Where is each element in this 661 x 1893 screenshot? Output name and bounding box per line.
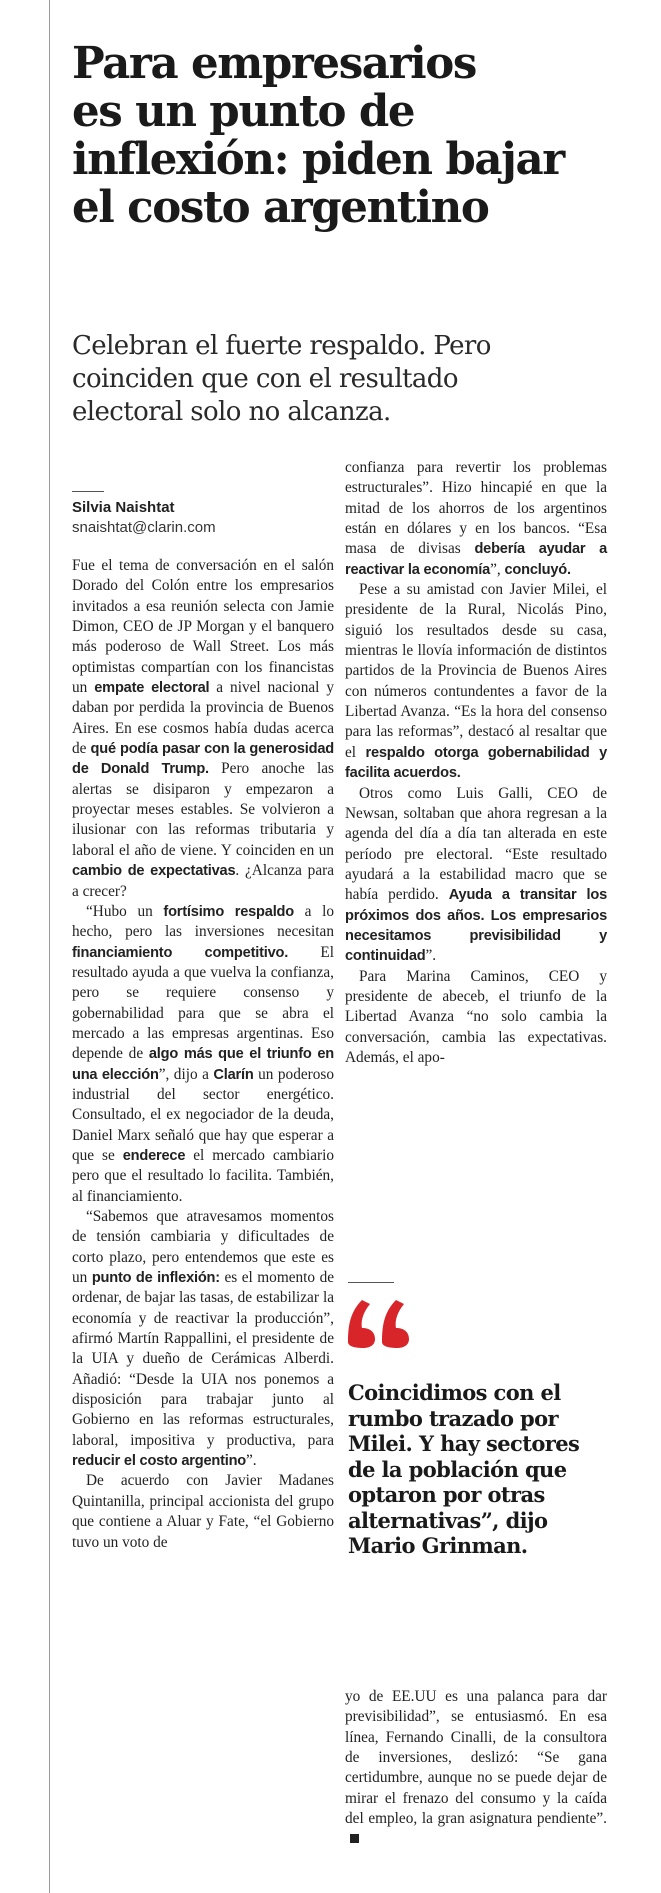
body-text: Pese a su amistad con Javier Milei, el presidente de la Rural, Nicolás Pino, siguió los resultados desde su casa, mientras le llovía información de distintos partidos de la Provincia de Buenos Aires con números contundentes a favor de la Libertad Avanza. “Es la hora del consenso para las reformas”, destacó al resaltar que el — [345, 581, 607, 761]
quote-mark-right — [382, 1300, 409, 1348]
body-text: ”, dijo a — [158, 1065, 214, 1083]
body-text: el mercado cambiario pero que el resultado lo facilita. También, al financiamiento. — [72, 1146, 335, 1205]
headline-line: inflexión: piden bajar — [72, 134, 564, 185]
pull-quote-line: alternativas”, dijo — [348, 1507, 548, 1533]
body-column-right-bottom — [345, 1687, 607, 1850]
pull-quote-line: de la población que — [348, 1456, 567, 1482]
quote-mark-icon — [344, 1292, 414, 1348]
body-text: Fue el tema de conversación en el salón Dorado del Colón entre los empresarios invitados a esa reunión selecta con Jamie Dimon, CEO de JP Morgan y el banquero más poderoso de Wall Street. Los más optimistas compartían con los financistas un — [72, 557, 334, 697]
bold-text: respaldo otorga gobernabilidad y facilita acuerdos. — [345, 744, 607, 782]
body-text: De acuerdo con Javier Madanes Quintanilla, principal accionista del grupo que contiene a Aluar y Fate, “el Gobierno tuvo un voto de — [72, 1472, 334, 1551]
body-text: confianza para revertir los problemas estructurales”. Hizo hincapié en que la mitad de los ahorros de los argentinos están en dólares y en los bancos. “Esa masa de divisas — [345, 459, 607, 558]
body-paragraph — [345, 1687, 607, 1850]
body-text: ”. — [425, 947, 437, 965]
byline-divider — [72, 491, 104, 492]
bold-text: financiamiento competitivo. — [72, 944, 289, 961]
body-paragraph — [345, 458, 607, 580]
column-rule — [49, 0, 50, 1893]
body-text: a lo hecho, pero las inversiones necesitan — [72, 902, 335, 941]
author-email: snaishtat@clarin.com — [72, 519, 216, 536]
bold-text: qué podía pasar con la generosidad de Donald Trump. — [72, 741, 334, 778]
bold-text: cambio de expectativas — [72, 863, 236, 880]
bold-text: enderece — [122, 1147, 186, 1164]
author-name: Silvia Naishtat — [72, 499, 175, 516]
body-text: El resultado ayuda a que vuelva la confianza, pero se requiere consenso y gobernabilidad para que se abra el mercado a las empresas argentinas. Eso depende de — [72, 943, 335, 1063]
pull-quote-line: optaron por otras — [348, 1482, 545, 1507]
bold-text: concluyó. — [504, 561, 571, 578]
bold-text: debería ayudar a reactivar la economía — [345, 541, 607, 578]
headline-line: es un punto de — [72, 86, 415, 137]
bold-text: empate electoral — [94, 680, 210, 697]
body-column-right-top — [345, 458, 607, 1068]
pull-quote-line: Milei. Y hay sectores — [348, 1431, 580, 1456]
body-text: “Hubo un — [86, 902, 164, 920]
body-column-left — [72, 556, 334, 1553]
quote-mark-left — [348, 1300, 375, 1348]
subheadline-line: Celebran el fuerte respaldo. Pero — [72, 331, 491, 361]
subheadline-line: coinciden que con el resultado — [72, 364, 458, 394]
body-text: Otros como Luis Galli, CEO de Newsan, soltaban que ahora regresan a la agenda del día a día tan alterada en este período pre electoral. “Este resultado ayudará a la estabilidad macro que se había perdido. — [345, 784, 607, 904]
body-text: es el momento de ordenar, de bajar las tasas, de estabilizar la economía y de reactivar la producción”, afirmó Martín Rappallini, el presidente de la UIA y dueño de Cerámicas Alberdi. Añadió: “Desde la UIA nos ponemos a disposición para trabajar junto al Gobierno en las reformas estructurales, laboral, impositiva y productiva, para — [72, 1269, 335, 1449]
headline-line: el costo argentino — [72, 182, 489, 233]
body-paragraph — [72, 902, 334, 1207]
pull-quote-line: Mario Grinman. — [348, 1533, 528, 1558]
body-paragraph — [72, 556, 334, 902]
pull-quote-divider — [348, 1282, 394, 1283]
body-text: un poderoso industrial del sector energético. Consultado, el ex negociador de la deuda, Daniel Marx señaló que hay que esperar a que se — [72, 1065, 334, 1164]
subheadline-line: electoral solo no alcanza. — [72, 397, 391, 427]
pull-quote-line: rumbo trazado por — [348, 1405, 559, 1431]
body-text: Pero anoche las alertas se disiparon y empezaron a proyectar meses estables. Se volvieron a ilusionar con las reformas tributaria y laboral el año de viene. Y coinciden en un — [72, 760, 334, 859]
body-text: yo de EE.UU es una palanca para dar previsibilidad”, se entusiasmó. En esa línea, Fernando Cinalli, de la consultora de inversiones, deslizó: “Se gana certidumbre, aunque no se puede dejar de mirar el frenazo del consumo y la caída del empleo, la gran asignatura pendiente”. — [345, 1688, 607, 1828]
bold-text: fortísimo respaldo — [163, 903, 294, 920]
body-paragraph — [72, 1471, 334, 1552]
body-text: . ¿Alcanza para a crecer? — [72, 862, 335, 900]
body-paragraph — [345, 967, 607, 1069]
body-text: “Sabemos que atravesamos momentos de tensión cambiaria y dificultades de corto plazo, pero entendemos que este es un — [72, 1208, 334, 1287]
body-text: a nivel nacional y daban por perdida la provincia de Buenos Aires. En ese cosmos había dudas acerca de — [72, 679, 334, 758]
bold-text: punto de inflexión: — [91, 1270, 220, 1287]
bold-text: algo más que el triunfo en una elección — [72, 1046, 334, 1083]
body-text: Para Marina Caminos, CEO y presidente de abeceb, el triunfo de la Libertad Avanza “no solo cambia la conversación, cambia las expectativas. Además, el apo- — [345, 967, 607, 1066]
headline — [72, 40, 632, 232]
body-paragraph — [345, 784, 607, 967]
bold-text: reducir el costo argentino — [72, 1453, 247, 1470]
headline-line: Para empresarios — [72, 38, 476, 89]
pull-quote-line: Coincidimos con el — [348, 1380, 561, 1405]
body-paragraph — [345, 580, 607, 783]
pull-quote — [348, 1380, 628, 1559]
body-paragraph — [72, 1207, 334, 1471]
subheadline — [72, 330, 632, 429]
bold-text: Ayuda a transitar los próximos dos años. Los empresarios necesitamos previsibilidad y continuidad — [345, 887, 607, 965]
bold-text: Clarín — [213, 1066, 254, 1083]
end-of-article-icon — [350, 1834, 359, 1843]
body-text: ”, — [490, 560, 505, 578]
body-text: ”. — [246, 1452, 257, 1470]
